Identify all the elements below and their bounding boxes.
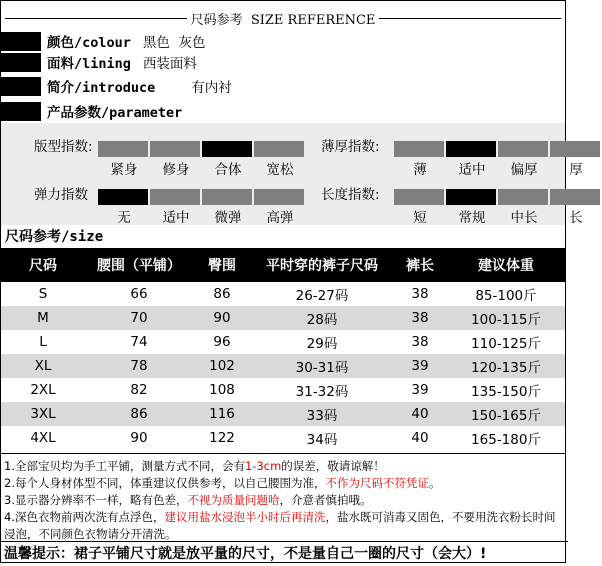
parameter-panel bbox=[1, 123, 583, 226]
table-cell: S bbox=[38, 286, 48, 302]
table-cell: 31-32码 bbox=[295, 384, 349, 400]
gauge-name: 薄厚指数: bbox=[321, 139, 380, 155]
table-cell: 38 bbox=[411, 334, 429, 350]
table-row bbox=[1, 378, 565, 402]
note-text: ，盐水既可消毒又固色，不要用洗衣粉长时间浸泡，不同颜色衣物请分开清洗。 bbox=[4, 510, 556, 541]
col-hip: 臀围 bbox=[193, 248, 251, 282]
info-colour bbox=[1, 31, 206, 51]
table-row bbox=[1, 426, 565, 450]
table-cell: 34码 bbox=[306, 432, 338, 448]
gauge-bars bbox=[394, 189, 602, 205]
gauge-segment bbox=[550, 141, 600, 157]
gauge-name: 版型指数: bbox=[34, 139, 93, 155]
col-length: 裤长 bbox=[393, 248, 447, 282]
gauge-segment bbox=[498, 141, 548, 157]
gauge-segment bbox=[254, 141, 304, 157]
table-cell: 96 bbox=[213, 334, 231, 350]
table-cell: 82 bbox=[130, 382, 148, 398]
gauge-segment bbox=[394, 141, 444, 157]
gauge-option-label: 薄 bbox=[413, 162, 427, 178]
note-1 bbox=[1, 458, 565, 475]
gauge-option-label: 短 bbox=[413, 210, 427, 226]
info-lining bbox=[1, 52, 197, 72]
table-row bbox=[1, 282, 565, 306]
gauge-option-label: 常规 bbox=[458, 210, 486, 226]
note-3 bbox=[1, 492, 565, 509]
table-cell: 33码 bbox=[251, 402, 393, 426]
info-marker bbox=[1, 102, 41, 121]
table-cell: 74 bbox=[130, 334, 148, 350]
gauge-option-label: 高弹 bbox=[266, 210, 294, 226]
title-bar bbox=[1, 9, 565, 27]
gauge-segment bbox=[150, 189, 200, 205]
note-text: 3.显示器分辨率不一样，略有色差， bbox=[4, 493, 188, 507]
note-4 bbox=[1, 509, 565, 543]
info-value: 西装面料 bbox=[142, 56, 197, 72]
col-usual-size: 平时穿的裤子尺码 bbox=[251, 248, 393, 282]
gauge-segment bbox=[98, 189, 148, 205]
table-cell: 30-31码 bbox=[251, 354, 393, 378]
gauge-segment bbox=[202, 141, 252, 157]
gauge-segment bbox=[98, 141, 148, 157]
gauge-labels bbox=[98, 206, 306, 226]
table-row bbox=[1, 354, 565, 378]
table-cell: 29码 bbox=[306, 336, 338, 352]
table-cell: 40 bbox=[411, 430, 429, 446]
note-highlight: 不视为质量问题哈 bbox=[187, 493, 280, 507]
table-cell: 90 bbox=[130, 430, 148, 446]
title-rule-right bbox=[379, 18, 561, 19]
gauge-segment bbox=[550, 189, 600, 205]
info-marker bbox=[1, 77, 41, 96]
note-highlight: 建议用盐水浸泡半小时后再清洗 bbox=[164, 510, 326, 524]
table-cell: 120-135斤 bbox=[447, 354, 565, 378]
table-cell: 150-165斤 bbox=[447, 402, 565, 426]
size-table-body bbox=[1, 282, 565, 450]
note-highlight: 1-3cm bbox=[244, 459, 282, 473]
gauge-option-label: 适中 bbox=[162, 210, 190, 226]
gauge-segment bbox=[446, 189, 496, 205]
gauge-name: 长度指数: bbox=[321, 187, 380, 203]
info-introduce bbox=[1, 76, 232, 96]
table-cell: 108 bbox=[209, 382, 235, 398]
table-row bbox=[1, 402, 565, 426]
gauge-labels bbox=[394, 158, 602, 178]
size-section-heading: 尺码参考/size bbox=[5, 229, 104, 245]
table-cell: 100-115斤 bbox=[447, 306, 565, 330]
note-text: 2.每个人身材体型不同，体重建议仅供参考，以自己腰围为准， bbox=[4, 476, 326, 490]
table-cell: 116 bbox=[193, 402, 251, 426]
table-cell: XL bbox=[1, 354, 85, 378]
note-text: 的误差，敬请谅解！ bbox=[281, 459, 385, 473]
gauge-name: 弹力指数 bbox=[34, 187, 88, 203]
gauge-option-label: 紧身 bbox=[110, 162, 138, 178]
gauge-option-label: 合体 bbox=[214, 162, 242, 178]
table-cell: 85-100斤 bbox=[475, 288, 537, 304]
table-cell: 40 bbox=[393, 402, 447, 426]
table-cell: 86 bbox=[85, 402, 193, 426]
table-cell: 102 bbox=[193, 354, 251, 378]
title-rule-left bbox=[5, 18, 187, 19]
gauge-segment bbox=[446, 141, 496, 157]
gauge-segment bbox=[202, 189, 252, 205]
table-cell: 66 bbox=[130, 286, 148, 302]
gauge-segment bbox=[498, 189, 548, 205]
info-label: 简介/introduce bbox=[47, 80, 156, 96]
table-cell: 165-180斤 bbox=[471, 432, 541, 448]
warm-tip: 温馨提示：裙子平铺尺寸就是放平量的尺寸，不是量自己一圈的尺寸（会大）! bbox=[1, 541, 568, 563]
table-cell: 38 bbox=[393, 306, 447, 330]
table-cell: 110-125斤 bbox=[471, 336, 541, 352]
table-cell: 28码 bbox=[251, 306, 393, 330]
table-cell: 135-150斤 bbox=[471, 384, 541, 400]
table-cell: L bbox=[39, 334, 47, 350]
note-text: 1.全部宝贝均为手工平铺，测量方式不同，会有 bbox=[4, 459, 245, 473]
gauge-labels bbox=[394, 206, 602, 226]
gauge-option-label: 宽松 bbox=[266, 162, 294, 178]
table-cell: 2XL bbox=[30, 382, 56, 398]
info-value: 有内衬 bbox=[191, 80, 232, 96]
gauge-option-label: 长 bbox=[569, 210, 583, 226]
gauge-labels bbox=[98, 158, 306, 178]
table-cell: 39 bbox=[393, 354, 447, 378]
table-row bbox=[1, 306, 565, 330]
table-cell: 86 bbox=[213, 286, 231, 302]
info-value: 黑色 灰色 bbox=[142, 35, 206, 51]
note-text: 。 bbox=[428, 476, 441, 490]
gauge-option-label: 偏厚 bbox=[510, 162, 538, 178]
gauge-option-label: 厚 bbox=[569, 162, 583, 178]
note-text: 4.深色衣物前两次洗有点浮色， bbox=[4, 510, 165, 524]
page-title: 尺码参考 SIZE REFERENCE bbox=[190, 12, 376, 28]
info-label: 产品参数/parameter bbox=[47, 105, 183, 121]
info-marker bbox=[1, 53, 41, 72]
gauge-segment bbox=[150, 141, 200, 157]
info-marker bbox=[1, 32, 41, 51]
table-cell: 26-27码 bbox=[295, 288, 349, 304]
note-2 bbox=[1, 475, 565, 492]
gauge-option-label: 无 bbox=[117, 210, 131, 226]
size-table bbox=[1, 248, 565, 450]
col-waist: 腰围（平铺） bbox=[85, 248, 193, 282]
table-cell: 78 bbox=[85, 354, 193, 378]
table-cell: 90 bbox=[193, 306, 251, 330]
table-cell: 38 bbox=[411, 286, 429, 302]
gauge-option-label: 微弹 bbox=[214, 210, 242, 226]
table-cell: M bbox=[1, 306, 85, 330]
table-cell: 70 bbox=[85, 306, 193, 330]
gauge-segment bbox=[254, 189, 304, 205]
info-label: 面料/lining bbox=[47, 56, 131, 72]
gauge-bars bbox=[98, 141, 306, 157]
info-parameter bbox=[1, 101, 182, 121]
info-label: 颜色/colour bbox=[47, 35, 131, 51]
table-cell: 122 bbox=[209, 430, 235, 446]
col-size: 尺码 bbox=[1, 248, 85, 282]
gauge-segment bbox=[394, 189, 444, 205]
table-cell: 39 bbox=[411, 382, 429, 398]
gauge-bars bbox=[98, 189, 306, 205]
gauge-option-label: 适中 bbox=[458, 162, 486, 178]
table-cell: 3XL bbox=[1, 402, 85, 426]
col-weight: 建议体重 bbox=[447, 248, 565, 282]
notes bbox=[1, 453, 565, 543]
note-highlight: 不作为尺码不符凭证 bbox=[325, 476, 429, 490]
gauge-bars bbox=[394, 141, 602, 157]
size-table-header bbox=[1, 248, 565, 282]
table-row bbox=[1, 330, 565, 354]
table-cell: 4XL bbox=[30, 430, 56, 446]
gauge-option-label: 修身 bbox=[162, 162, 190, 178]
note-text: ，介意者慎拍哦。 bbox=[279, 493, 372, 507]
gauge-option-label: 中长 bbox=[510, 210, 538, 226]
